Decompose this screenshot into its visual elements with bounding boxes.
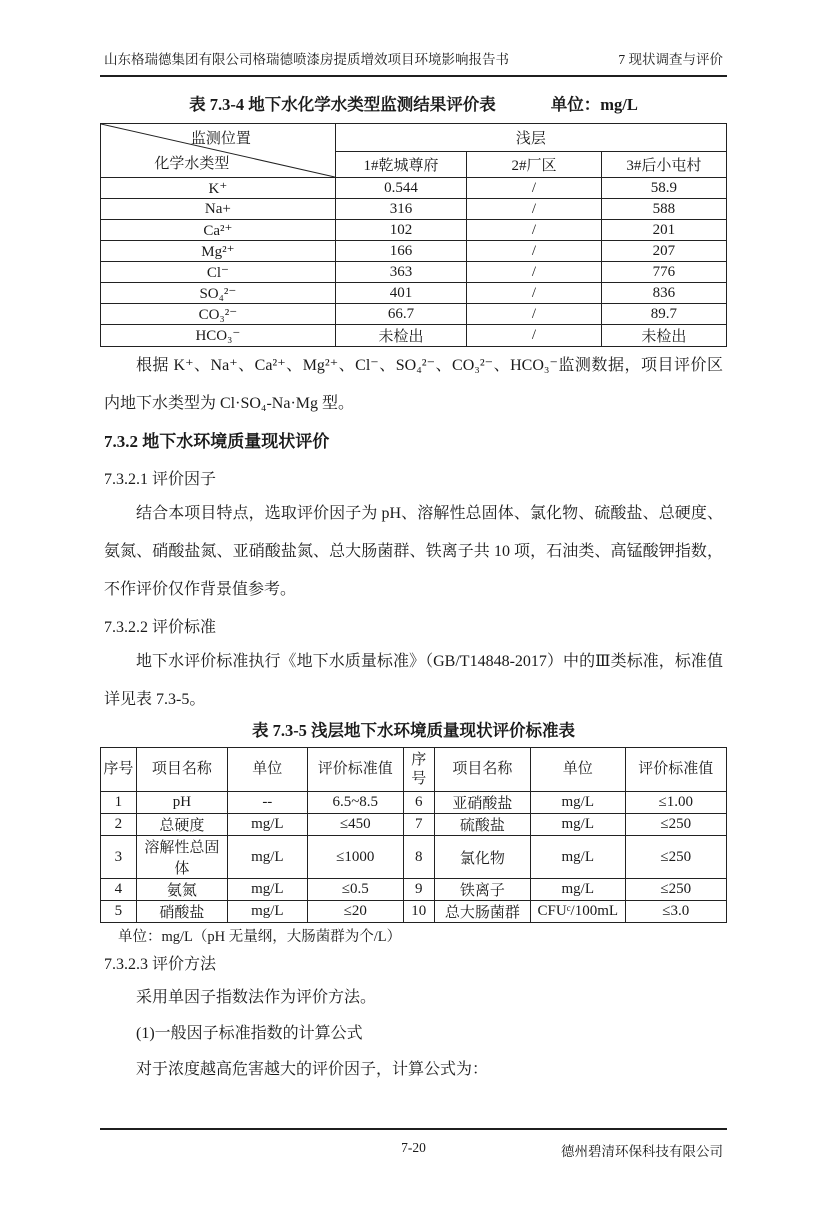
table-row (101, 304, 727, 325)
paragraph-formula-title: (1)一般因子标准指数的计算公式 (136, 1025, 363, 1042)
paragraph-water-type: 根据 K⁺、Na⁺、Ca²⁺、Mg²⁺、Cl⁻、SO₄²⁻、CO₃²⁻、HCO₃⁻监测数据，项目评价区内地下水类型为 Cl·SO₄-Na·Mg 型。 (104, 357, 723, 412)
table5-caption (100, 719, 727, 743)
table-row (101, 836, 727, 879)
table-cell: / (467, 283, 602, 304)
table-cell: 7 (403, 814, 434, 836)
table-cell: 776 (601, 262, 726, 283)
corner-label-monitoring-position: 监测位置 (190, 131, 251, 147)
table-cell: mg/L (228, 836, 308, 879)
header-chapter-title: 7 现状调查与评价 (618, 52, 723, 67)
header-report-title: 山东格瑞德集团有限公司格瑞德喷漆房提质增效项目环境影响报告书 (104, 52, 509, 67)
table-row (101, 901, 727, 923)
table-cell: 836 (601, 283, 726, 304)
table-cell: mg/L (531, 814, 626, 836)
footer-company-name: 德州碧清环保科技有限公司 (561, 1144, 723, 1159)
table-cell: mg/L (531, 792, 626, 814)
table-cell: Na+ (101, 199, 336, 220)
table-cell: 66.7 (335, 304, 466, 325)
table-cell: 未检出 (601, 325, 726, 347)
table-cell: mg/L (228, 901, 308, 923)
table-row (101, 199, 727, 220)
table-cell: 401 (335, 283, 466, 304)
table-row (101, 178, 727, 199)
diagonal-header-cell (101, 124, 336, 178)
groundwater-chemistry-table (100, 123, 727, 347)
table-cell: -- (228, 792, 308, 814)
table-cell: 总大肠菌群 (434, 901, 530, 923)
table4-title: 表 7.3-4 地下水化学水类型监测结果评价表 (189, 95, 496, 114)
site-column-header: 3#后小屯村 (601, 152, 726, 178)
table-cell: 4 (101, 879, 137, 901)
table-cell: 硫酸盐 (434, 814, 530, 836)
site-column-header: 2#厂区 (467, 152, 602, 178)
table-cell: / (467, 220, 602, 241)
table-row (101, 241, 727, 262)
table-cell: 10 (403, 901, 434, 923)
table-cell: Cl⁻ (101, 262, 336, 283)
table-cell: mg/L (531, 879, 626, 901)
table-cell: 2 (101, 814, 137, 836)
table-cell: 铁离子 (434, 879, 530, 901)
subsection-heading-7322: 7.3.2.2 评价标准 (104, 619, 217, 636)
layer-group-header: 浅层 (335, 124, 726, 152)
table-cell: 316 (335, 199, 466, 220)
section-heading-732: 7.3.2 地下水环境质量现状评价 (104, 432, 330, 451)
table-cell: 201 (601, 220, 726, 241)
subsection-heading-7321: 7.3.2.1 评价因子 (104, 471, 217, 488)
column-header-index: 序号 (403, 748, 434, 792)
table4-caption (100, 93, 727, 117)
table-cell: 6.5~8.5 (307, 792, 403, 814)
table-cell: 6 (403, 792, 434, 814)
table-cell: ≤20 (307, 901, 403, 923)
table-cell: mg/L (531, 836, 626, 879)
table-cell: Mg²⁺ (101, 241, 336, 262)
table4-unit-label: 单位：mg/L (550, 95, 638, 114)
site-column-header: 1#乾城尊府 (335, 152, 466, 178)
paragraph-formula-description: 对于浓度越高危害越大的评价因子，计算公式为： (136, 1061, 489, 1078)
corner-label-water-chemistry-type: 化学水类型 (154, 156, 230, 172)
table-cell: ≤0.5 (307, 879, 403, 901)
column-header-item-name: 项目名称 (136, 748, 227, 792)
table-cell: / (467, 262, 602, 283)
table-cell: 未检出 (335, 325, 466, 347)
table-cell: ≤1000 (307, 836, 403, 879)
table-row (101, 325, 727, 347)
table-row (101, 283, 727, 304)
column-header-standard-value: 评价标准值 (307, 748, 403, 792)
table-cell: ≤250 (625, 836, 726, 879)
table-cell: 硝酸盐 (136, 901, 227, 923)
table-cell: CFUᶜ/100mL (531, 901, 626, 923)
table-cell: / (467, 304, 602, 325)
table-cell: 氯化物 (434, 836, 530, 879)
table-row (101, 792, 727, 814)
table-cell: CO₃²⁻ (101, 304, 336, 325)
table-row (101, 814, 727, 836)
table-cell: mg/L (228, 814, 308, 836)
document-page (0, 50, 827, 1219)
column-header-standard-value: 评价标准值 (625, 748, 726, 792)
table-cell: K⁺ (101, 178, 336, 199)
table-cell: 总硬度 (136, 814, 227, 836)
table5-unit-note: 单位：mg/L（pH 无量纲，大肠菌群为个/L） (118, 929, 402, 945)
page-number: 7-20 (401, 1140, 426, 1155)
quality-standard-table (100, 747, 727, 923)
table-cell: 亚硝酸盐 (434, 792, 530, 814)
table-cell: 58.9 (601, 178, 726, 199)
table-cell: ≤3.0 (625, 901, 726, 923)
page-footer (100, 1128, 727, 1170)
table5-title: 表 7.3-5 浅层地下水环境质量现状评价标准表 (251, 721, 576, 740)
table-cell: 89.7 (601, 304, 726, 325)
table-cell: ≤250 (625, 879, 726, 901)
table-cell: HCO₃⁻ (101, 325, 336, 347)
table-cell: 207 (601, 241, 726, 262)
column-header-index: 序号 (101, 748, 137, 792)
column-header-item-name: 项目名称 (434, 748, 530, 792)
table-cell: SO₄²⁻ (101, 283, 336, 304)
table-cell: 588 (601, 199, 726, 220)
table-cell: 氨氮 (136, 879, 227, 901)
table-row (101, 262, 727, 283)
paragraph-method: 采用单因子指数法作为评价方法。 (136, 989, 377, 1006)
table-cell: 8 (403, 836, 434, 879)
table-cell: 363 (335, 262, 466, 283)
table-cell: / (467, 325, 602, 347)
table-cell: 166 (335, 241, 466, 262)
table-cell: 9 (403, 879, 434, 901)
table-row (101, 220, 727, 241)
subsection-heading-7323: 7.3.2.3 评价方法 (104, 956, 217, 973)
paragraph-evaluation-standard: 地下水评价标准执行《地下水质量标准》（GB/T14848-2017）中的Ⅲ类标准，标准值详见表 7.3-5。 (104, 653, 723, 708)
table-cell: pH (136, 792, 227, 814)
column-header-unit: 单位 (228, 748, 308, 792)
table-cell: 5 (101, 901, 137, 923)
table-cell: 3 (101, 836, 137, 879)
table-cell: 0.544 (335, 178, 466, 199)
table-cell: 溶解性总固体 (136, 836, 227, 879)
table-cell: mg/L (228, 879, 308, 901)
column-header-unit: 单位 (531, 748, 626, 792)
table-cell: / (467, 178, 602, 199)
page-header (100, 50, 727, 77)
paragraph-evaluation-factors: 结合本项目特点，选取评价因子为 pH、溶解性总固体、氯化物、硫酸盐、总硬度、氨氮、硝酸盐氮、亚硝酸盐氮、总大肠菌群、铁离子共 10 项，石油类、高锰酸钾指数，不作评价仅作背景值参考。 (104, 505, 723, 598)
table-cell: 102 (335, 220, 466, 241)
table-cell: Ca²⁺ (101, 220, 336, 241)
table-row (101, 879, 727, 901)
table-cell: 1 (101, 792, 137, 814)
table-cell: / (467, 199, 602, 220)
table-cell: ≤250 (625, 814, 726, 836)
table-cell: ≤1.00 (625, 792, 726, 814)
table-cell: / (467, 241, 602, 262)
table-cell: ≤450 (307, 814, 403, 836)
